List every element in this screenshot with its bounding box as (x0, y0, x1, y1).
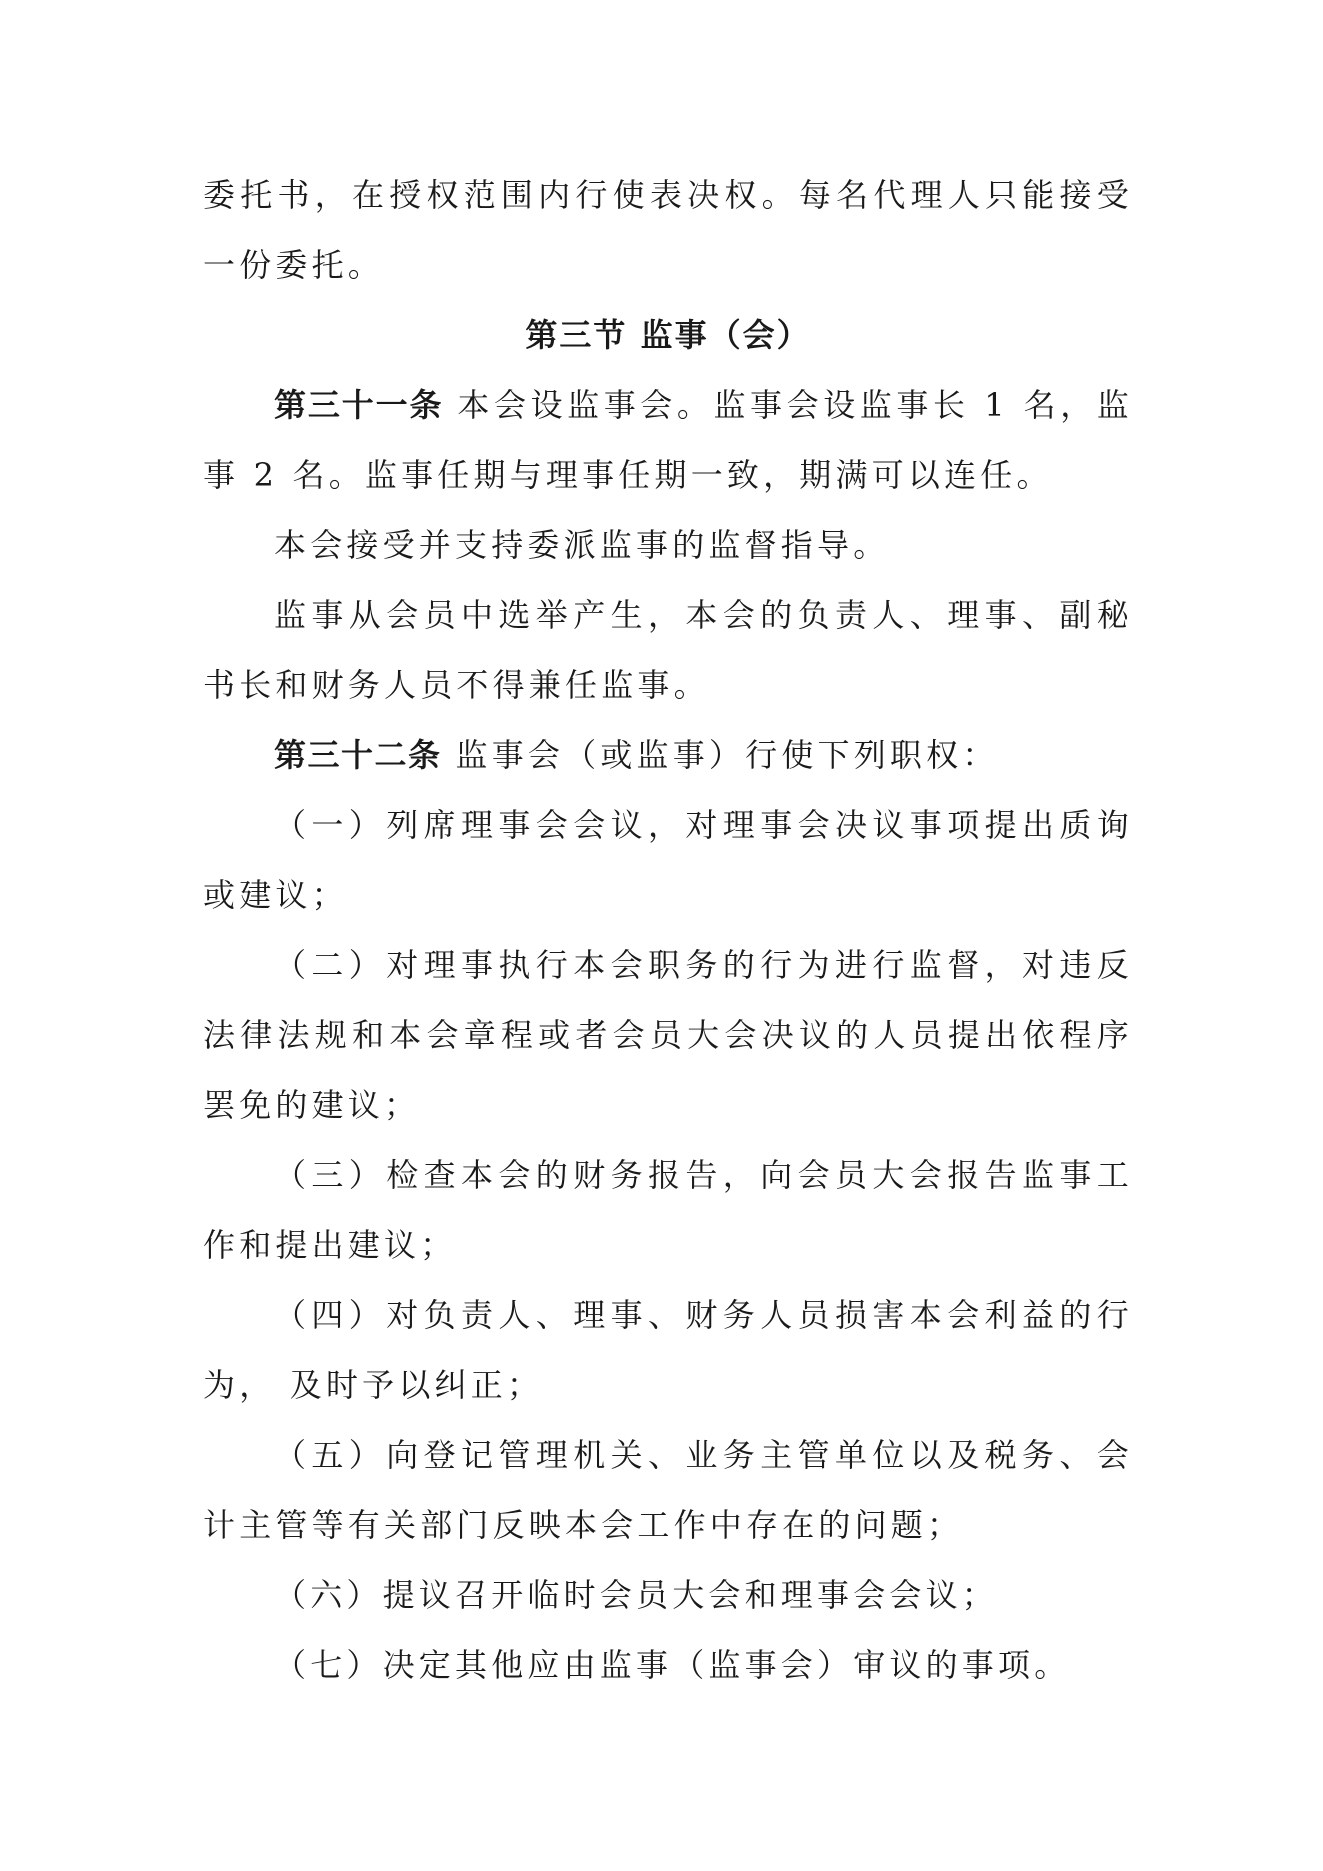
paragraph-supervision-guidance: 本会接受并支持委派监事的监督指导。 (274, 526, 890, 564)
list-item-1: （一）列席理事会会议，对理事会决议事项提出质询或建议； (203, 806, 1133, 914)
paragraph-proxy-continuation: 委托书，在授权范围内行使表决权。每名代理人只能接受一份委托。 (203, 176, 1133, 284)
list-item-3: （三）检查本会的财务报告，向会员大会报告监事工作和提出建议； (203, 1156, 1133, 1264)
paragraph-supervisor-election: 监事从会员中选举产生，本会的负责人、理事、副秘书长和财务人员不得兼任监事。 (203, 596, 1133, 704)
article-31-paragraph (203, 370, 1133, 510)
list-item-5: （五）向登记管理机关、业务主管单位以及税务、会计主管等有关部门反映本会工作中存在的问题； (203, 1436, 1133, 1544)
article-32-text: 监事会（或监事）行使下列职权： (455, 736, 999, 774)
article-31-text: 本会设监事会。监事会设监事长 1 名，监事 2 名。监事任期与理事任期一致，期满可以连任。 (203, 386, 1133, 494)
article-32-paragraph (203, 720, 1133, 790)
list-item-6: （六）提议召开临时会员大会和理事会会议； (274, 1576, 999, 1614)
document-body (203, 160, 1133, 1700)
list-item-2: （二）对理事执行本会职务的行为进行监督，对违反法律法规和本会章程或者会员大会决议的人员提出依程序罢免的建议； (203, 946, 1133, 1124)
list-item-7: （七）决定其他应由监事（监事会）审议的事项。 (274, 1646, 1071, 1684)
list-item-4: （四）对负责人、理事、财务人员损害本会利益的行为， 及时予以纠正； (203, 1296, 1133, 1404)
section-heading: 第三节 监事（会） (525, 316, 811, 354)
article-32-label: 第三十二条 (274, 736, 442, 774)
article-31-label: 第三十一条 (274, 386, 444, 424)
